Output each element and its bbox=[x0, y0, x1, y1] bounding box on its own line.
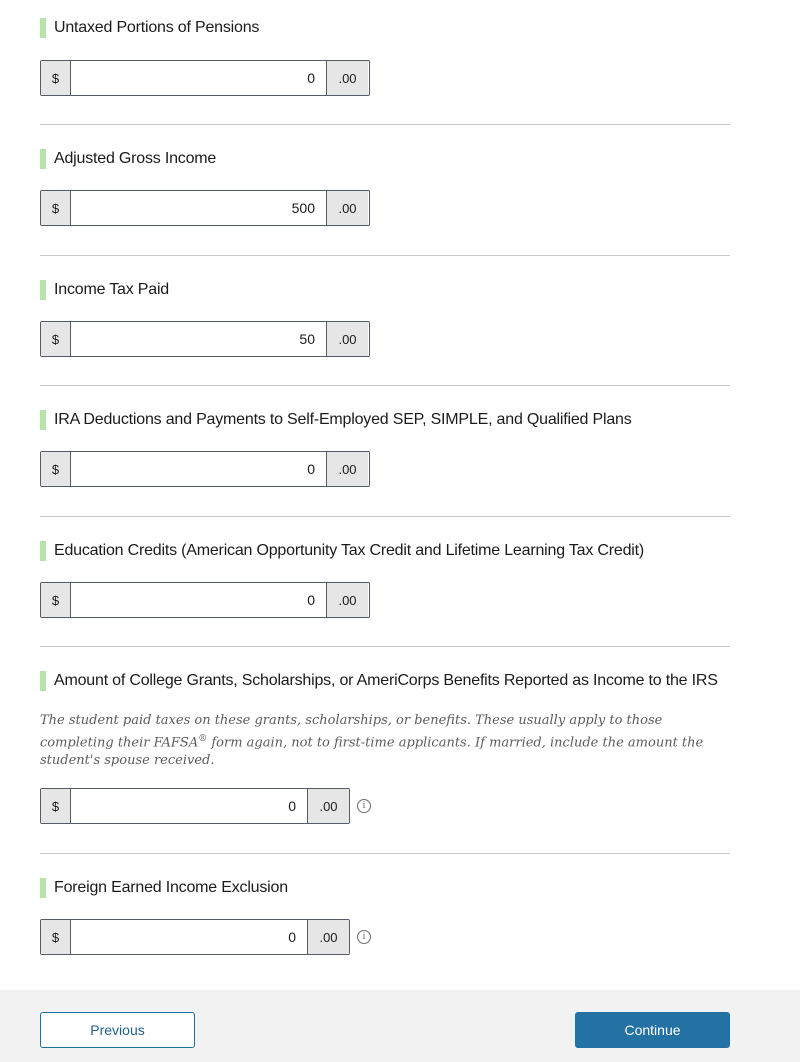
continue-button[interactable]: Continue bbox=[575, 1012, 730, 1048]
label-text: Education Credits (American Opportunity Tax Credit and Lifetime Learning Tax Credit) bbox=[54, 542, 645, 559]
education-credits-input-group bbox=[40, 582, 370, 618]
label-text: Untaxed Portions of Pensions bbox=[54, 19, 260, 36]
label-text: Income Tax Paid bbox=[54, 281, 169, 298]
field-label-foreign-income bbox=[40, 877, 288, 899]
field-label-education-credits bbox=[40, 540, 644, 562]
label-accent-bar bbox=[40, 671, 46, 691]
field-label-agi bbox=[40, 148, 216, 170]
income-tax-input-group bbox=[40, 321, 370, 357]
ira-deductions-input-group bbox=[40, 451, 370, 487]
field-label-income-tax bbox=[40, 279, 169, 301]
label-accent-bar bbox=[40, 149, 46, 169]
label-text: Amount of College Grants, Scholarships, or AmeriCorps Benefits Reported as Income to the IRS bbox=[54, 672, 718, 689]
label-accent-bar bbox=[40, 541, 46, 561]
college-grants-hint bbox=[40, 712, 730, 770]
field-label-college-grants bbox=[40, 670, 718, 692]
label-text: Adjusted Gross Income bbox=[54, 150, 217, 167]
currency-prefix: $ bbox=[41, 322, 71, 356]
label-accent-bar bbox=[40, 878, 46, 898]
untaxed-pensions-input[interactable] bbox=[71, 61, 326, 95]
agi-input-group bbox=[40, 190, 370, 226]
label-text: IRA Deductions and Payments to Self-Employed SEP, SIMPLE, and Qualified Plans bbox=[54, 411, 632, 428]
info-icon[interactable]: i bbox=[357, 930, 371, 944]
education-credits-input[interactable] bbox=[71, 583, 326, 617]
foreign-income-input[interactable] bbox=[71, 920, 307, 954]
cents-suffix: .00 bbox=[326, 61, 368, 95]
income-tax-input[interactable] bbox=[71, 322, 326, 356]
currency-prefix: $ bbox=[41, 61, 71, 95]
info-icon[interactable]: i bbox=[357, 799, 371, 813]
currency-prefix: $ bbox=[41, 789, 71, 823]
label-accent-bar bbox=[40, 18, 46, 38]
cents-suffix: .00 bbox=[326, 583, 368, 617]
divider bbox=[40, 124, 730, 125]
hint-text: The student paid taxes on these grants, scholarships, or benefits. These usually apply to those completing their FAFSA bbox=[40, 713, 663, 751]
divider bbox=[40, 385, 730, 386]
hint-text: form again, not to first-time applicants. If married, include the amount the student's spouse received. bbox=[40, 735, 704, 769]
currency-prefix: $ bbox=[41, 191, 71, 225]
cents-suffix: .00 bbox=[307, 920, 349, 954]
college-grants-input-group bbox=[40, 788, 350, 824]
divider bbox=[40, 255, 730, 256]
field-label-untaxed-pensions bbox=[40, 17, 259, 39]
college-grants-input[interactable] bbox=[71, 789, 307, 823]
currency-prefix: $ bbox=[41, 920, 71, 954]
cents-suffix: .00 bbox=[326, 452, 368, 486]
label-accent-bar bbox=[40, 410, 46, 430]
cents-suffix: .00 bbox=[307, 789, 349, 823]
previous-button[interactable]: Previous bbox=[40, 1012, 195, 1048]
currency-prefix: $ bbox=[41, 452, 71, 486]
registered-mark: ® bbox=[198, 734, 208, 744]
cents-suffix: .00 bbox=[326, 322, 368, 356]
field-label-ira-deductions bbox=[40, 409, 632, 431]
untaxed-pensions-input-group bbox=[40, 60, 370, 96]
currency-prefix: $ bbox=[41, 583, 71, 617]
label-accent-bar bbox=[40, 280, 46, 300]
agi-input[interactable] bbox=[71, 191, 326, 225]
ira-deductions-input[interactable] bbox=[71, 452, 326, 486]
label-text: Foreign Earned Income Exclusion bbox=[54, 879, 288, 896]
cents-suffix: .00 bbox=[326, 191, 368, 225]
form-footer bbox=[0, 990, 800, 1062]
divider bbox=[40, 516, 730, 517]
divider bbox=[40, 646, 730, 647]
divider bbox=[40, 853, 730, 854]
foreign-income-input-group bbox=[40, 919, 350, 955]
